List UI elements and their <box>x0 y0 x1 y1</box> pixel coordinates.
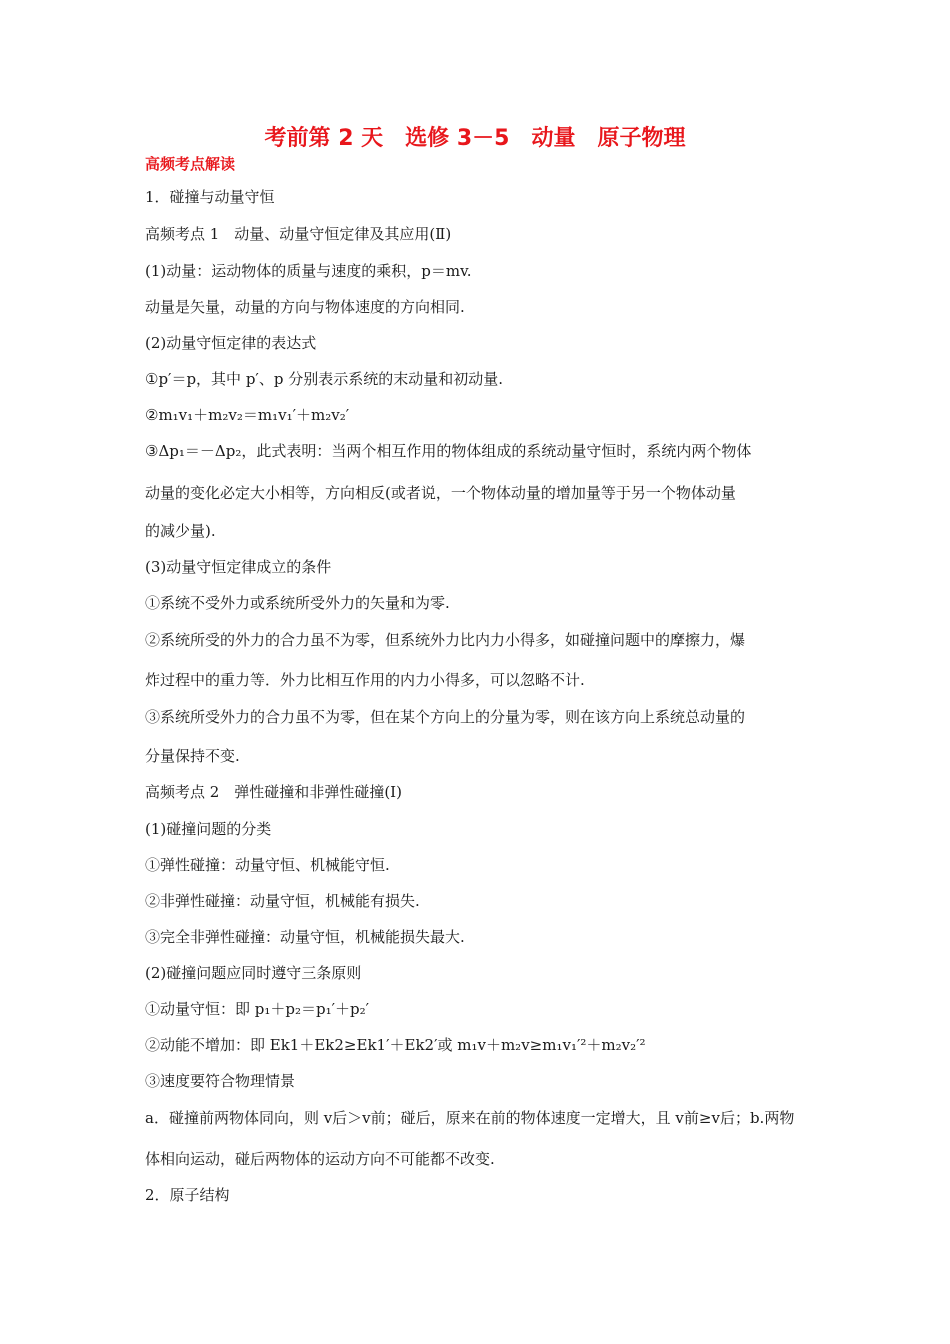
heading-collision-momentum: 1．碰撞与动量守恒 <box>145 188 275 206</box>
text-line: ②系统所受的外力的合力虽不为零，但系统外力比内力小得多，如碰撞问题中的摩擦力，爆 <box>145 631 746 649</box>
heading-atomic-structure: 2．原子结构 <box>145 1186 230 1204</box>
text-line: 炸过程中的重力等．外力比相互作用的内力小得多，可以忽略不计. <box>145 671 585 689</box>
text-line: 动量的变化必定大小相等，方向相反(或者说，一个物体动量的增加量等于另一个物体动量 <box>145 484 736 502</box>
text-line: (2)碰撞问题应同时遵守三条原则 <box>145 964 362 982</box>
text-line: ③速度要符合物理情景 <box>145 1072 296 1090</box>
formula-line: ②m₁v₁＋m₂v₂＝m₁v₁′＋m₂v₂′ <box>145 406 350 424</box>
page-title: 考前第 2 天 选修 3－5 动量 原子物理 <box>264 126 686 151</box>
formula-line: ①动量守恒：即 p₁＋p₂＝p₁′＋p₂′ <box>145 1000 370 1018</box>
text-line: 的减少量). <box>145 522 216 540</box>
text-line: ③系统所受外力的合力虽不为零，但在某个方向上的分量为零，则在该方向上系统总动量的 <box>145 708 746 726</box>
text-line: (1)碰撞问题的分类 <box>145 820 272 838</box>
text-line: (1)动量：运动物体的质量与速度的乘积，p＝mv. <box>145 262 472 280</box>
text-line: 分量保持不变. <box>145 747 240 765</box>
text-line: 动量是矢量，动量的方向与物体速度的方向相同. <box>145 298 465 316</box>
text-line: ②非弹性碰撞：动量守恒，机械能有损失. <box>145 892 420 910</box>
key-point-1: 高频考点 1 动量、动量守恒定律及其应用(Ⅱ) <box>145 225 452 243</box>
key-point-2: 高频考点 2 弹性碰撞和非弹性碰撞(Ⅰ) <box>145 783 402 801</box>
text-line: ①p′＝p，其中 p′、p 分别表示系统的末动量和初动量. <box>145 370 503 388</box>
text-line: (3)动量守恒定律成立的条件 <box>145 558 332 576</box>
text-line: ③完全非弹性碰撞：动量守恒，机械能损失最大. <box>145 928 465 946</box>
text-line: ①系统不受外力或系统所受外力的矢量和为零. <box>145 594 450 612</box>
text-line: 体相向运动，碰后两物体的运动方向不可能都不改变. <box>145 1150 495 1168</box>
formula-line: ②动能不增加：即 Ek1＋Ek2≥Ek1′＋Ek2′或 m₁v＋m₂v≥m₁v₁′²＋m₂v₂′² <box>145 1036 646 1054</box>
text-line: a．碰撞前两物体同向，则 v后＞v前；碰后，原来在前的物体速度一定增大，且 v前≥v后；b.两物 <box>145 1109 795 1127</box>
text-line: (2)动量守恒定律的表达式 <box>145 334 317 352</box>
text-line: ①弹性碰撞：动量守恒、机械能守恒. <box>145 856 390 874</box>
section-heading: 高频考点解读 <box>145 155 236 173</box>
text-line: ③Δp₁＝－Δp₂，此式表明：当两个相互作用的物体组成的系统动量守恒时，系统内两个物体 <box>145 442 752 460</box>
